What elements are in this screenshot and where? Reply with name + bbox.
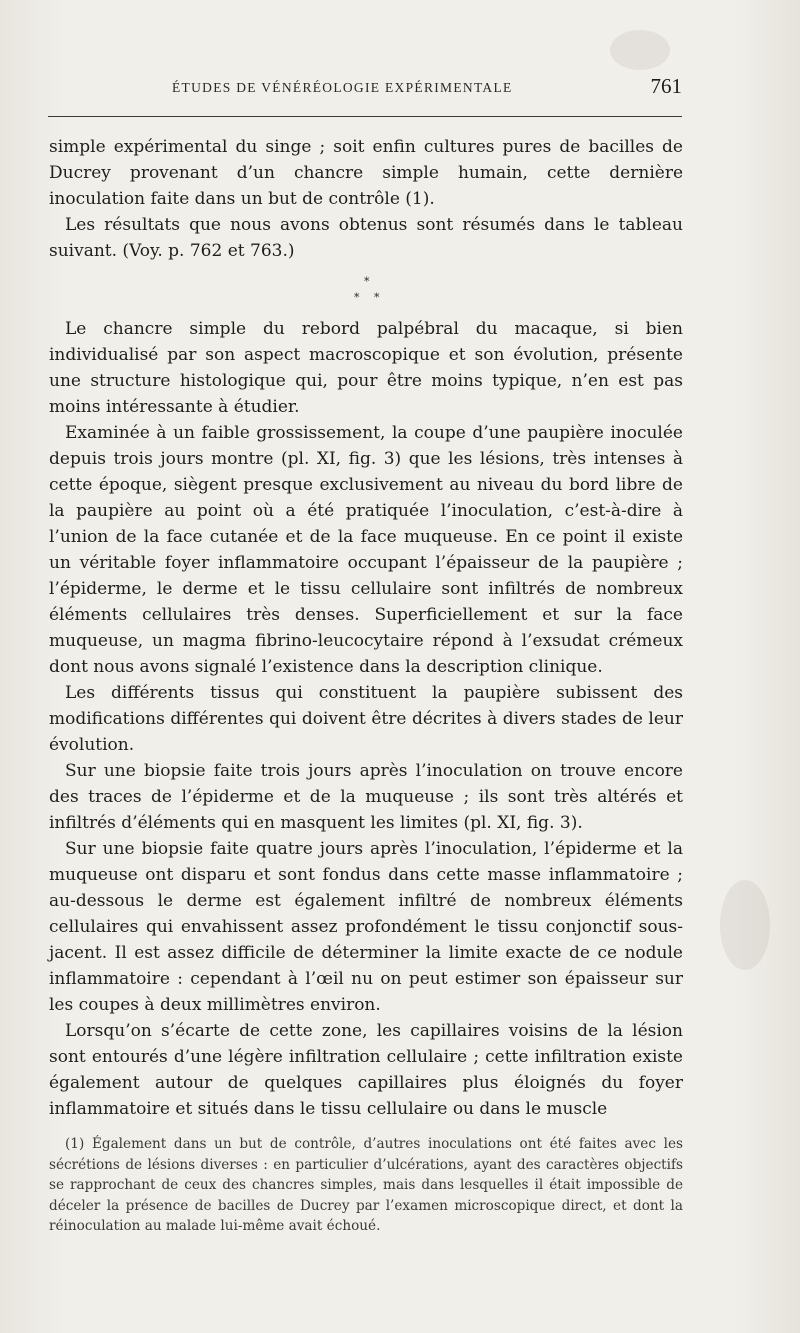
footnote	[49, 1134, 683, 1237]
paragraph: Examinée à un faible grossissement, la coupe d’une paupière inoculée depuis trois jours montre (pl. XI, fig. 3) que les lésions, très intenses à cette époque, siègent presque exclusivement au niveau du bord libre de la paupière au point où a été pratiquée l’inoculation, c’est-à-dire à l’union de la face cutanée et de la face muqueuse. En ce point il existe un véritable foyer inflammatoire occupant l’épaisseur de la paupière ; l’épiderme, le derme et le tissu cellulaire sont infiltrés de nombreux éléments cellulaires très denses. Superficiellement et sur la face muqueuse, un magma fibrino-leucocytaire répond à l’exsudat crémeux dont nous avons signalé l’existence dans la description clinique.	[49, 423, 683, 677]
paragraph: Les résultats que nous avons obtenus sont résumés dans le tableau suivant. (Voy. p. 762 et 763.)	[49, 215, 683, 261]
header-rule	[48, 116, 682, 117]
paragraph: Sur une biopsie faite trois jours après l’inoculation on trouve encore des traces de l’épiderme et de la muqueuse ; ils sont très altérés et infiltrés d’éléments qui en masquent les limites (pl. XI, fig. 3).	[49, 761, 683, 833]
paragraph: Le chancre simple du rebord palpébral du macaque, si bien individualisé par son aspect macroscopique et son évolution, présente une structure histologique qui, pour être moins typique, n’en est pas moins intéressante à étudier.	[49, 319, 683, 417]
paragraph: Les différents tissus qui constituent la paupière subissent des modifications différentes qui doivent être décrites à divers stades de leur évolution.	[49, 683, 683, 755]
running-head: ÉTUDES DE VÉNÉRÉOLOGIE EXPÉRIMENTALE	[172, 80, 513, 95]
section-separator	[49, 264, 683, 316]
body-text	[49, 134, 683, 1122]
paper-stain	[610, 30, 670, 70]
separator-star: *	[364, 275, 370, 288]
paragraph: Sur une biopsie faite quatre jours après l’inoculation, l’épiderme et la muqueuse ont disparu et sont fondus dans cette masse inflammatoire ; au-dessous le derme est également infiltré de nombreux éléments cellulaires qui envahissent assez profondément le tissu conjonctif sous-jacent. Il est assez difficile de déterminer la limite exacte de ce nodule inflammatoire : cependant à l’œil nu on peut estimer son épaisseur sur les coupes à deux millimètres environ.	[49, 839, 683, 1015]
paragraph: simple expérimental du singe ; soit enfin cultures pures de bacilles de Ducrey provenant d’un chancre simple humain, cette dernière inoculation faite dans un but de contrôle (1).	[49, 137, 683, 209]
separator-star: *	[354, 291, 360, 304]
footnote-text: (1) Également dans un but de contrôle, d’autres inoculations ont été faites avec les sécrétions de lésions diverses : en particulier d’ulcérations, ayant des caractères objectifs se rapprochant de ceux des chancres simples, mais dans lesquelles il était impossible de déceler la présence de bacilles de Ducrey par l’examen microscopique direct, et dont la réinoculation au malade lui-même avait échoué.	[49, 1136, 683, 1234]
paper-stain	[720, 880, 770, 970]
paragraph: Lorsqu’on s’écarte de cette zone, les capillaires voisins de la lésion sont entourés d’une légère infiltration cellulaire ; cette infiltration existe également autour de quelques capillaires plus éloignés du foyer inflammatoire et situés dans le tissu cellulaire ou dans le muscle	[49, 1021, 683, 1119]
separator-star: *	[374, 291, 380, 304]
page-header	[48, 76, 682, 104]
page-number: 761	[650, 74, 682, 98]
